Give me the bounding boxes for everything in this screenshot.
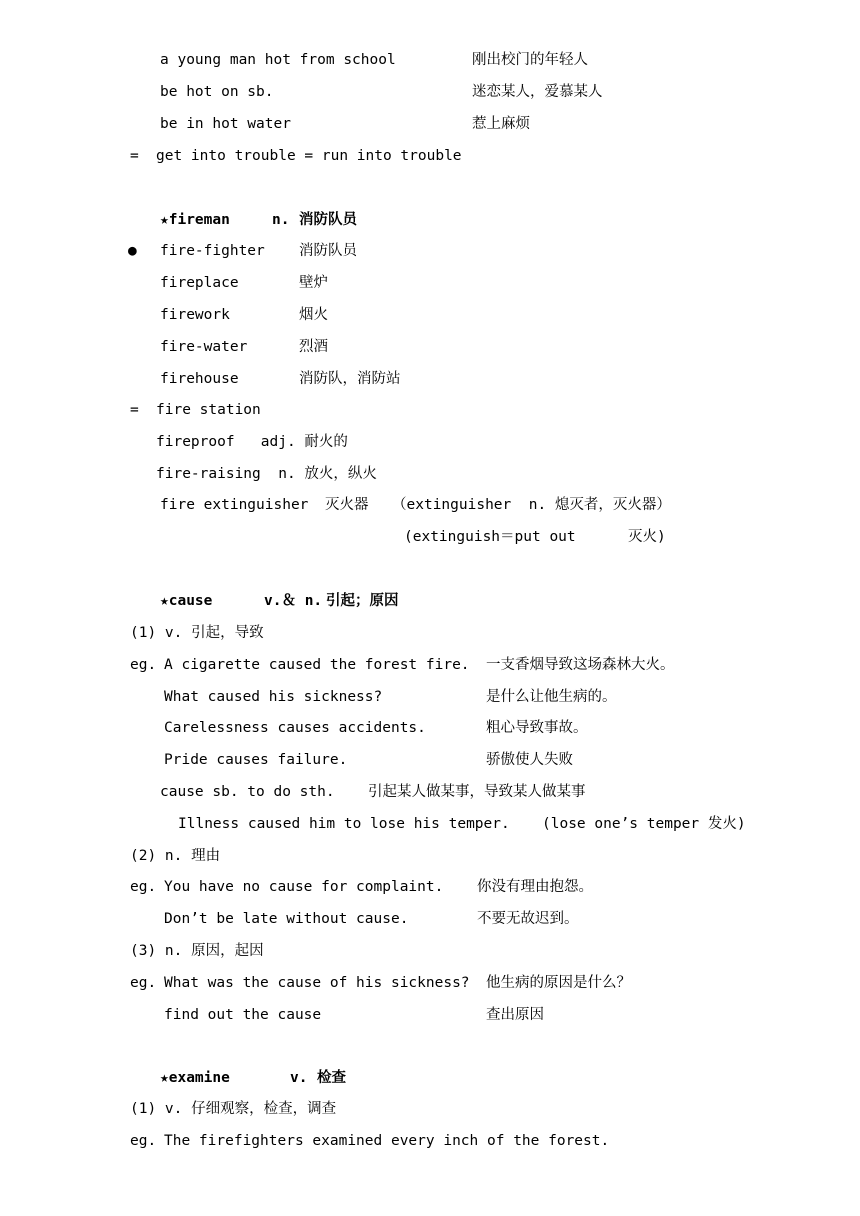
- entry-meaning: 检查: [317, 1070, 346, 1086]
- example-en: The firefighters examined every inch of the forest.: [164, 1133, 610, 1149]
- entry-pos: v.: [290, 1070, 308, 1086]
- phrase-en: be in hot water: [160, 116, 291, 132]
- example-zh: 一支香烟导致这场森林大火。: [486, 657, 675, 673]
- entry-word: ★fireman: [160, 212, 230, 228]
- example-en: Pride causes failure.: [164, 752, 348, 768]
- example-en: What caused his sickness?: [164, 689, 383, 705]
- word-zh: 消防队，消防站: [299, 371, 401, 387]
- pattern-example: Illness caused him to lose his temper.: [178, 816, 510, 832]
- word-zh: 壁炉: [299, 275, 328, 291]
- word-en: fire extinguisher: [160, 497, 309, 513]
- pattern-en: cause sb. to do sth.: [160, 784, 335, 800]
- extinguisher-note: （extinguisher n. 熄灭者，灭火器）: [392, 497, 671, 513]
- pattern-zh: 引起某人做某事，导致某人做某事: [368, 784, 586, 800]
- word-en: firehouse: [160, 371, 239, 387]
- entry-meaning: 引起；原因: [326, 593, 399, 609]
- example-en: You have no cause for complaint.: [164, 879, 444, 895]
- example-en: A cigarette caused the forest fire.: [164, 657, 470, 673]
- word-en: firework: [160, 307, 230, 323]
- word-line: fireproof adj. 耐火的: [156, 434, 348, 450]
- eg-label: eg.: [130, 879, 157, 895]
- example-en: find out the cause: [164, 1007, 322, 1023]
- example-zh: 查出原因: [486, 1007, 544, 1023]
- sense-label: (2) n. 理由: [130, 848, 221, 864]
- eg-label: eg.: [130, 657, 157, 673]
- phrase-zh: 惹上麻烦: [472, 116, 530, 132]
- equals-mark: =: [130, 148, 139, 164]
- example-en: What was the cause of his sickness?: [164, 975, 470, 991]
- word-en: fire-water: [160, 339, 248, 355]
- word-zh: 烈酒: [299, 339, 328, 355]
- word-line: fire-raising n. 放火，纵火: [156, 466, 377, 482]
- example-zh: 粗心导致事故。: [486, 720, 588, 736]
- equals-text: get into trouble = run into trouble: [156, 148, 462, 164]
- sense-label: (1) v. 引起，导致: [130, 625, 264, 641]
- phrase-en: a young man hot from school: [160, 52, 396, 68]
- word-zh: 灭火器: [325, 497, 369, 513]
- entry-pos: n.: [272, 212, 290, 228]
- word-zh: 消防队员: [299, 243, 357, 259]
- entry-word: ★examine: [160, 1070, 230, 1086]
- entry-word: ★cause: [160, 593, 213, 609]
- example-zh: 你没有理由抱怨。: [477, 879, 593, 895]
- equals-text: fire station: [156, 402, 261, 418]
- phrase-zh: 迷恋某人，爱慕某人: [472, 84, 603, 100]
- eg-label: eg.: [130, 975, 157, 991]
- example-zh: 是什么让他生病的。: [486, 689, 617, 705]
- example-zh: 骄傲使人失败: [486, 752, 573, 768]
- phrase-zh: 刚出校门的年轻人: [472, 52, 588, 68]
- example-zh: 不要无故迟到。: [477, 911, 579, 927]
- eg-label: eg.: [130, 1133, 157, 1149]
- pattern-note: (lose one’s temper 发火): [542, 816, 746, 832]
- equals-mark: =: [130, 402, 139, 418]
- example-en: Don’t be late without cause.: [164, 911, 409, 927]
- extinguish-note: (extinguish＝put out 灭火): [404, 529, 666, 545]
- example-zh: 他生病的原因是什么？: [486, 975, 631, 991]
- phrase-en: be hot on sb.: [160, 84, 274, 100]
- sense-label: (3) n. 原因，起因: [130, 943, 264, 959]
- sense-label: (1) v. 仔细观察，检查，调查: [130, 1101, 337, 1117]
- entry-meaning: 消防队员: [299, 212, 357, 228]
- word-zh: 烟火: [299, 307, 328, 323]
- example-en: Carelessness causes accidents.: [164, 720, 426, 736]
- word-en: fireplace: [160, 275, 239, 291]
- word-en: fire-fighter: [160, 243, 265, 259]
- entry-pos: v.＆ n.: [264, 593, 323, 609]
- bullet-icon: ●: [128, 243, 137, 259]
